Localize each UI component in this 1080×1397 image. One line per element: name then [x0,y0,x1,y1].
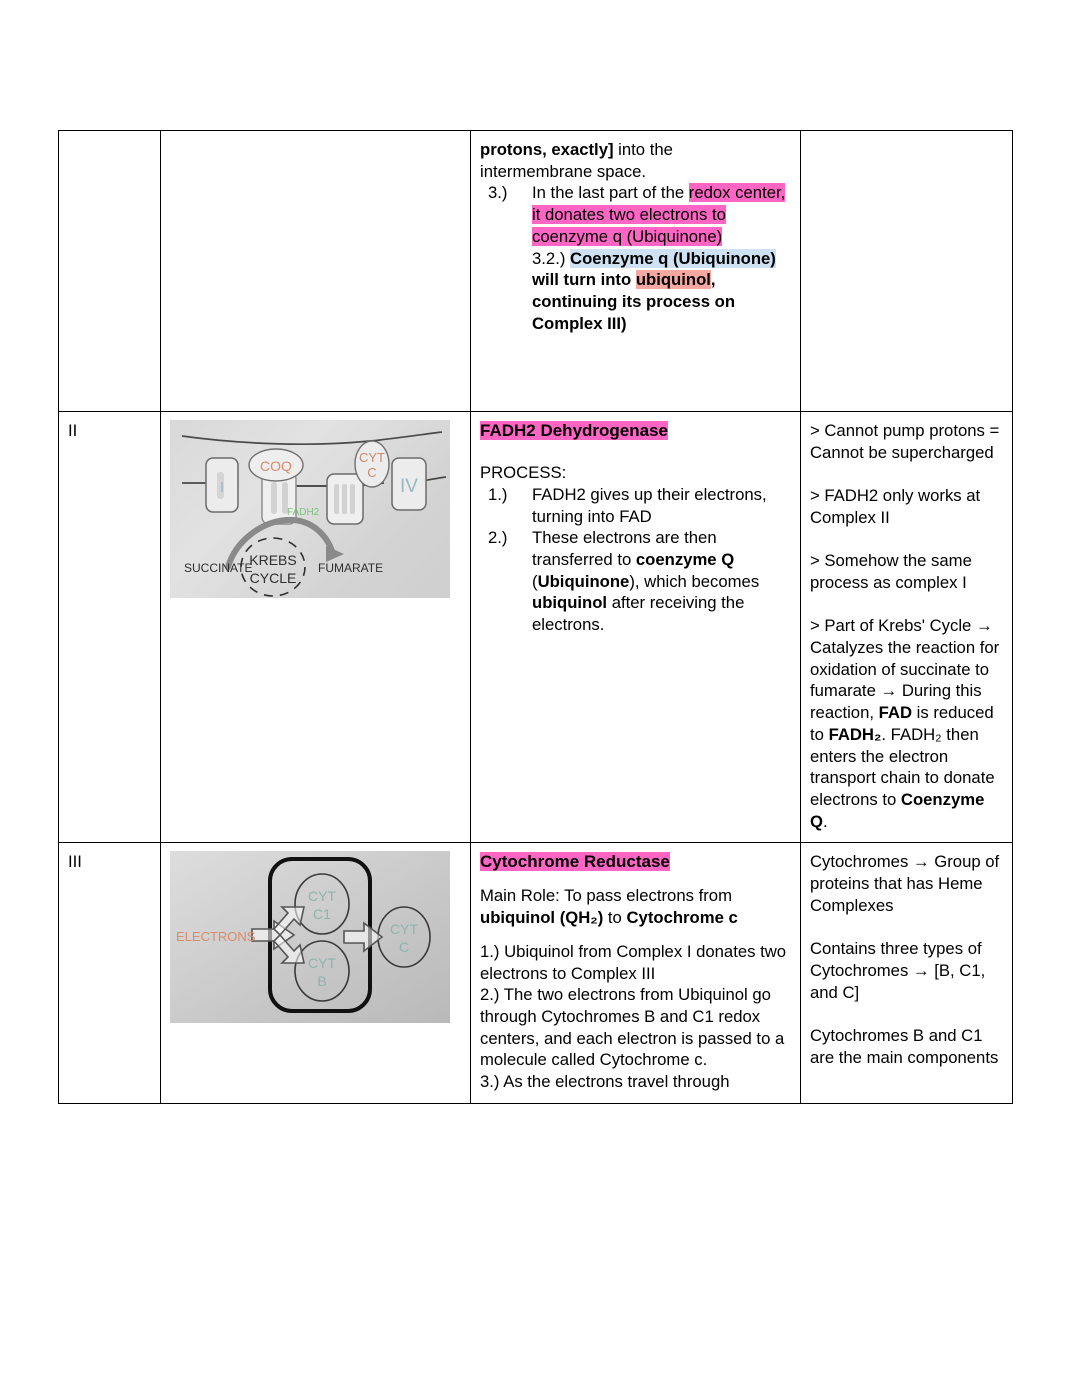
cell-notes [801,131,1013,412]
spacer [810,916,1003,938]
main-role-mid: to [603,908,627,928]
cell-diagram [161,843,471,1103]
cyt-b-label-line2: B [317,973,327,990]
cytochrome-reductase-title: Cytochrome Reductase [480,852,670,872]
sub-item-3-2 [480,248,791,335]
table-row [59,412,1013,843]
fadh2-dehydrogenase-title: FADH2 Dehydrogenase [480,421,668,440]
krebs-note-mid1: is reduced to [810,703,994,744]
cell-description [471,843,801,1103]
item3-highlighted-text: redox center, it donates two electrons to coenzyme q (Ubiquinone) [532,183,786,246]
table-row [59,843,1013,1103]
cyt-c-label-line1: CYT [359,450,385,465]
cyt-c-label-line2: C [367,465,377,480]
cell-roman-numeral [59,131,161,412]
note-item: Cytochromes → Group of proteins that has Heme Complexes [810,852,1000,915]
main-role-line [480,885,791,928]
krebs-note-post: . [822,811,828,831]
note-item: > Cannot pump protons = Cannot be supercharged [810,421,1000,462]
cell-roman-numeral [59,843,161,1103]
spacer [810,1003,1003,1025]
list-marker: 3.) [488,183,508,203]
protons-exactly-bold: protons, exactly] [480,140,614,159]
coenzyme-q-bold: coenzyme Q [635,549,735,569]
cyt-c-label-line1: CYT [390,921,418,938]
coq-label: COQ [260,458,292,474]
sub-item-mid: will turn into [532,270,636,290]
continued-line-1 [480,139,791,161]
note-item: Contains three types of Cytochromes → [B, C1, and C] [810,939,986,1002]
note-item-krebs [810,615,1003,832]
ubiquinol-qh2-bold: ubiquinol (QH₂) [480,908,604,928]
cell-description [471,412,801,843]
cyt-b-label-line1: CYT [308,955,336,972]
krebs-note-mid2: . FADH₂ then enters the electron transport chain to donate electrons to [810,724,995,809]
cell-notes [801,843,1013,1103]
main-role-prefix: Main Role: To pass electrons from [480,886,732,906]
process-step-2-mid2: ), which becomes [629,571,760,591]
spacer [480,873,791,885]
notes-table [58,130,1013,1104]
roman-numeral-label: II [68,421,78,440]
process-step-1-text: FADH2 gives up their electrons, turning into FAD [532,484,767,526]
spacer [480,929,791,941]
list-marker: 1.) [488,484,508,504]
complex-ii-krebs-diagram [170,420,450,598]
complex-iii-cytochrome-diagram [170,851,450,1023]
list-item [480,182,791,247]
cell-diagram [161,131,471,412]
item3-prefix: In the last part of the [532,183,689,203]
description-title [480,420,791,442]
spacer [810,529,1003,551]
cell-description [471,131,801,412]
coenzyme-q-highlight: Coenzyme q (Ubiquinone) [570,248,776,268]
continued-line-2: intermembrane space. [480,161,647,181]
sub-item-tail: , continuing its process on Complex III) [532,270,736,333]
description-title [480,851,791,873]
cell-roman-numeral [59,412,161,843]
complex-iii-svg [170,851,450,1023]
process-step-2-mid1: ( [532,571,538,591]
spacer [810,463,1003,485]
ubiquinol-bold: ubiquinol [532,593,608,613]
fumarate-label: FUMARATE [318,561,384,575]
continued-line-1-rest: into the [613,140,673,159]
note-item: > Somehow the same process as complex I [810,551,972,592]
roman-numeral-label: III [68,852,82,872]
succinate-label: SUCCINATE [184,561,253,575]
list-item [480,484,791,527]
description-list [480,182,791,247]
spacer [810,594,1003,616]
krebs-label-line2: CYCLE [249,570,297,586]
electrons-label: ELECTRONS [176,929,256,945]
cyt-c1-label-line1: CYT [308,888,336,905]
fad-bold: FAD [878,703,913,723]
list-marker: 2.) [488,528,508,548]
step-item: 3.) As the electrons travel through [480,1072,730,1092]
step-item: 2.) The two electrons from Ubiquinol go through Cytochromes B and C1 redox centers, and each electron is passed to a molecule called Cytochrome c. [480,985,785,1070]
fadh2-bold: FADH₂ [828,724,882,744]
cytochrome-c-bold: Cytochrome c [626,908,738,928]
cyt-c1-label-line2: C1 [313,906,331,923]
note-item: Cytochromes B and C1 are the main components [810,1025,999,1067]
fadh2-label: FADH2 [287,507,320,518]
process-step-2-post: after receiving the electrons. [532,593,745,635]
sub-item-marker: 3.2.) [532,248,566,268]
krebs-label-line1: KREBS [249,552,297,568]
complex-4-label: IV [400,476,418,497]
complex-ii-svg [170,420,450,598]
cell-diagram [161,412,471,843]
spacer [480,442,791,462]
cell-notes [801,412,1013,843]
list-item [480,527,791,636]
process-list [480,484,791,636]
ubiquinol-highlight: ubiquinol [635,270,711,290]
process-label: PROCESS: [480,463,567,483]
krebs-note-pre: > Part of Krebs' Cycle → Catalyzes the reaction for oxidation of succinate to fumarate → During this reaction, [810,616,1000,723]
process-step-2-pre: These electrons are then transferred to [532,528,717,569]
coenzyme-q-bold: Coenzyme Q [810,789,985,831]
ubiquinone-bold: Ubiquinone [537,571,630,591]
note-item: > FADH2 only works at Complex II [810,486,981,527]
complex-1-label: I [219,479,225,496]
cyt-c-label-line2: C [398,939,410,956]
step-item: 1.) Ubiquinol from Complex I donates two electrons to Complex III [480,941,787,983]
table-row [59,131,1013,412]
